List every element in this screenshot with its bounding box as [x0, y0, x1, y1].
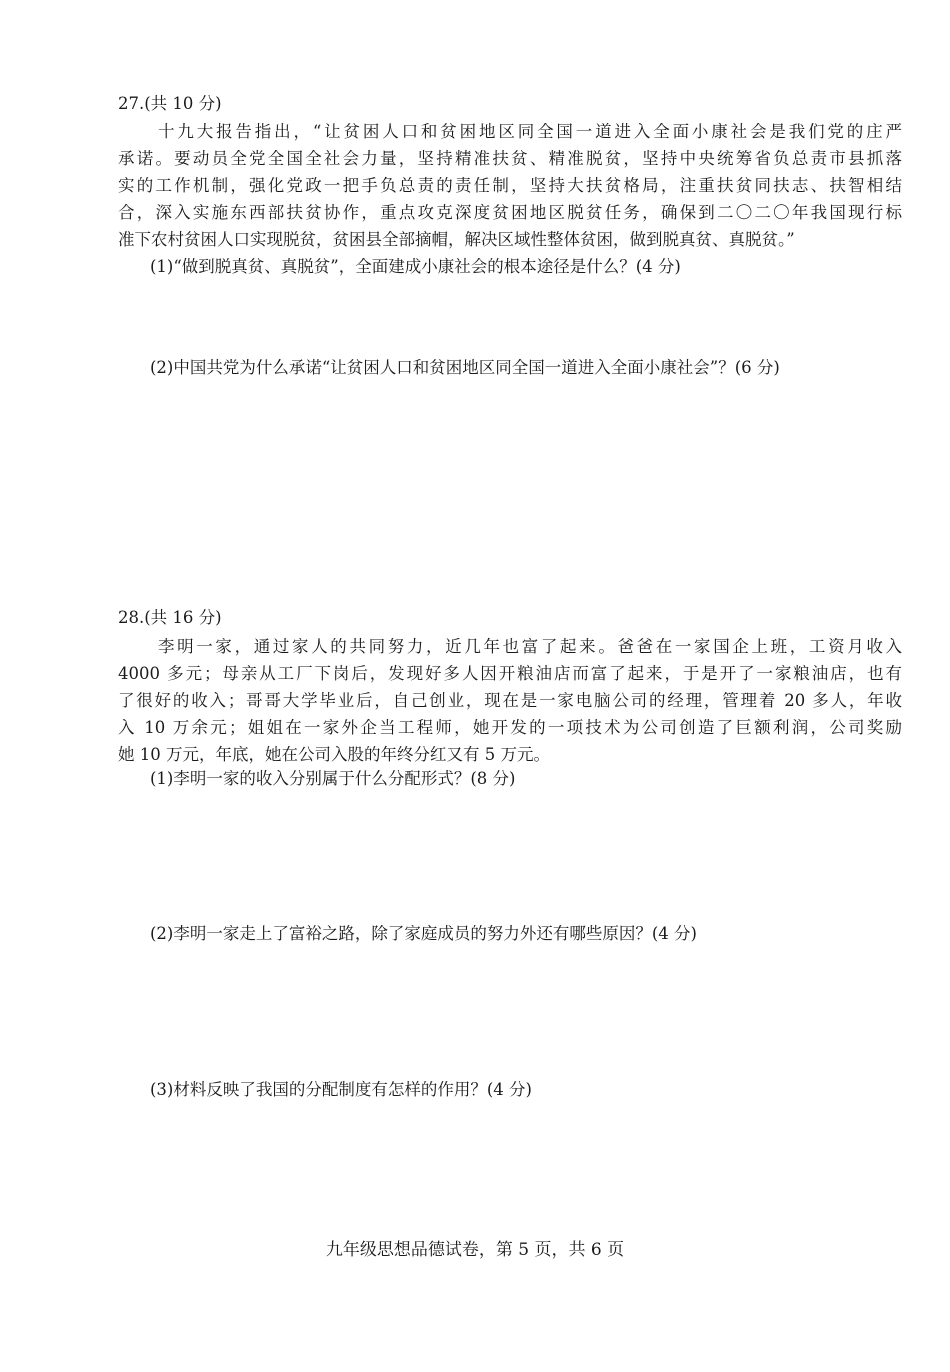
q28-subquestion-3: (3)材料反映了我国的分配制度有怎样的作用？(4 分) [150, 1080, 532, 1099]
q27-subquestion-2: (2)中国共党为什么承诺“让贫困人口和贫困地区同全国一道进入全面小康社会”？(6 分) [150, 358, 780, 377]
q28-material-line-2: 4000 多元；母亲从工厂下岗后，发现好多人因开粮油店而富了起来，于是开了一家粮油店，也有 [118, 664, 902, 683]
q27-material-line-5: 准下农村贫困人口实现脱贫，贫困县全部摘帽，解决区域性整体贫困，做到脱真贫、真脱贫。” [118, 230, 795, 249]
q27-material-line-3: 实的工作机制，强化党政一把手负总责的责任制，坚持大扶贫格局，注重扶贫同扶志、扶智相结 [118, 176, 902, 195]
q28-material-line-3: 了很好的收入；哥哥大学毕业后，自己创业，现在是一家电脑公司的经理，管理着 20 多人，年收 [118, 691, 902, 710]
q28-header: 28.(共 16 分) [118, 608, 222, 627]
q28-material-line-4: 入 10 万余元；姐姐在一家外企当工程师，她开发的一项技术为公司创造了巨额利润，公司奖励 [118, 718, 902, 737]
q27-header: 27.(共 10 分) [118, 94, 222, 113]
q28-material-line-5: 她 10 万元，年底，她在公司入股的年终分红又有 5 万元。 [118, 745, 550, 764]
q28-subquestion-2: (2)李明一家走上了富裕之路，除了家庭成员的努力外还有哪些原因？(4 分) [150, 924, 697, 943]
q27-subquestion-1: (1)“做到脱真贫、真脱贫”，全面建成小康社会的根本途径是什么？(4 分) [150, 257, 681, 276]
q28-subquestion-1: (1)李明一家的收入分别属于什么分配形式？(8 分) [150, 769, 516, 788]
q28-material-line-1: 李明一家，通过家人的共同努力，近几年也富了起来。爸爸在一家国企上班，工资月收入 [158, 637, 902, 656]
q27-material-line-1: 十九大报告指出，“让贫困人口和贫困地区同全国一道进入全面小康社会是我们党的庄严 [158, 122, 902, 141]
page-footer: 九年级思想品德试卷，第 5 页，共 6 页 [325, 1240, 625, 1260]
q27-material-line-4: 合，深入实施东西部扶贫协作，重点攻克深度贫困地区脱贫任务，确保到二〇二〇年我国现行标 [118, 203, 902, 222]
q27-material-line-2: 承诺。要动员全党全国全社会力量，坚持精准扶贫、精准脱贫，坚持中央统筹省负总责市县抓落 [118, 149, 902, 168]
